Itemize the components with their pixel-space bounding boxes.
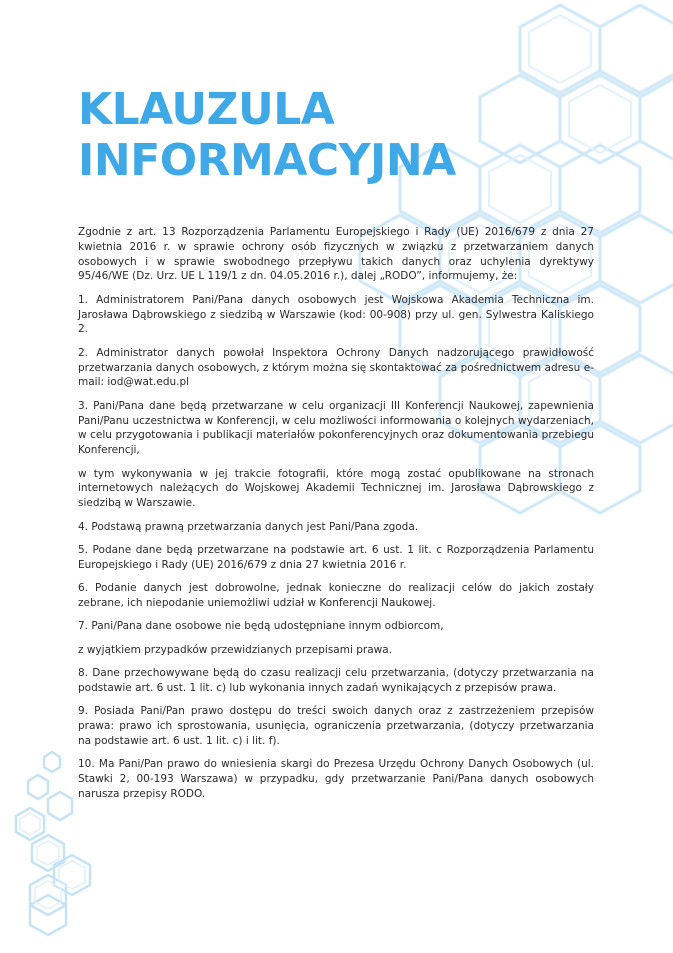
clause-point-2: 2. Administrator danych powołał Inspektora Ochrony Danych nadzorującego prawidłowość przetwarzania danych osobowych, z którym można się skontaktować za pośrednictwem adresu e-mail: iod@wat.edu.pl (78, 346, 594, 389)
clause-body (78, 225, 594, 810)
clause-point-7: 7. Pani/Pana dane osobowe nie będą udostępniane innym odbiorcom, (78, 620, 444, 633)
clause-point-10: 10. Ma Pani/Pan prawo do wniesienia skargi do Prezesa Urzędu Ochrony Danych Osobowych (ul. Stawki 2, 00-193 Warszawa) w przypadku, gdy przetwarzanie Pani/Pana danych osobowych narusza przepisy RODO. (78, 758, 594, 800)
page-title (78, 84, 456, 186)
clause-point-7-continued: z wyjątkiem przypadków przewidzianych przepisami prawa. (78, 643, 392, 656)
clause-point-8: 8. Dane przechowywane będą do czasu realizacji celu przetwarzania, (dotyczy przetwarzania na podstawie art. 6 ust. 1 lit. c) lub wykonania innych zadań wynikających z przepisów prawa. (78, 667, 594, 694)
hex-cluster-bottom-left-inner (20, 813, 85, 909)
intro-paragraph: Zgodnie z art. 13 Rozporządzenia Parlamentu Europejskiego i Rady (UE) 2016/679 z dnia 27 kwietnia 2016 r. w sprawie ochrony osób fizycznych w związku z przetwarzaniem danych osobowych i w sprawie swobodnego przepływu takich danych oraz uchylenia dyrektywy 95/46/WE (Dz. Urz. UE L 119/1 z dn. 04.05.2016 r.), dalej „RODO”, informujemy, że: (78, 226, 594, 283)
clause-point-5: 5. Podane dane będą przetwarzane na podstawie art. 6 ust. 1 lit. c Rozporządzenia Parlamentu Europejskiego i Rady (UE) 2016/679 z dnia 27 kwietnia 2016 r. (78, 543, 594, 571)
clause-point-3: 3. Pani/Pana dane będą przetwarzane w celu organizacji III Konferencji Naukowej, zapewnienia Pani/Panu uczestnictwa w Konferencji, w celu możliwości informowania o kolejnych wydarzeniach, w celu przygotowania i publikacji materiałów pokonferencyjnych oraz dokumentowania przebiegu Konferencji, (78, 399, 594, 457)
clause-point-3-continued: w tym wykonywania w jej trakcie fotografii, które mogą zostać opublikowane na stronach internetowych należących do Wojskowej Akademii Technicznej im. Jarosława Dąbrowskiego z siedzibą w Warszawie. (78, 467, 594, 510)
title-line-1: KLAUZULA (78, 84, 335, 135)
clause-point-1: 1. Administratorem Pani/Pana danych osobowych jest Wojskowa Akademia Techniczna im. Jarosława Dąbrowskiego z siedzibą w Warszawie (kod: 00-908) przy ul. gen. Sylwestra Kaliskiego 2. (78, 293, 594, 336)
title-line-2: INFORMACYJNA (78, 135, 456, 186)
clause-point-6: 6. Podanie danych jest dobrowolne, jednak konieczne do realizacji celów do jakich zostały zebrane, ich niepodanie uniemożliwi udział w Konferencji Naukowej. (78, 582, 594, 609)
clause-point-9: 9. Posiada Pani/Pan prawo dostępu do treści swoich danych oraz z zastrzeżeniem przepisów prawa: prawo ich sprostowania, usunięcia, ograniczenia przetwarzania, (dotyczy przetwarzania na podstawie art. 6 ust. 1 lit. c) i lit. f). (78, 705, 594, 747)
clause-point-4: 4. Podstawą prawną przetwarzania danych jest Pani/Pana zgoda. (78, 520, 419, 533)
